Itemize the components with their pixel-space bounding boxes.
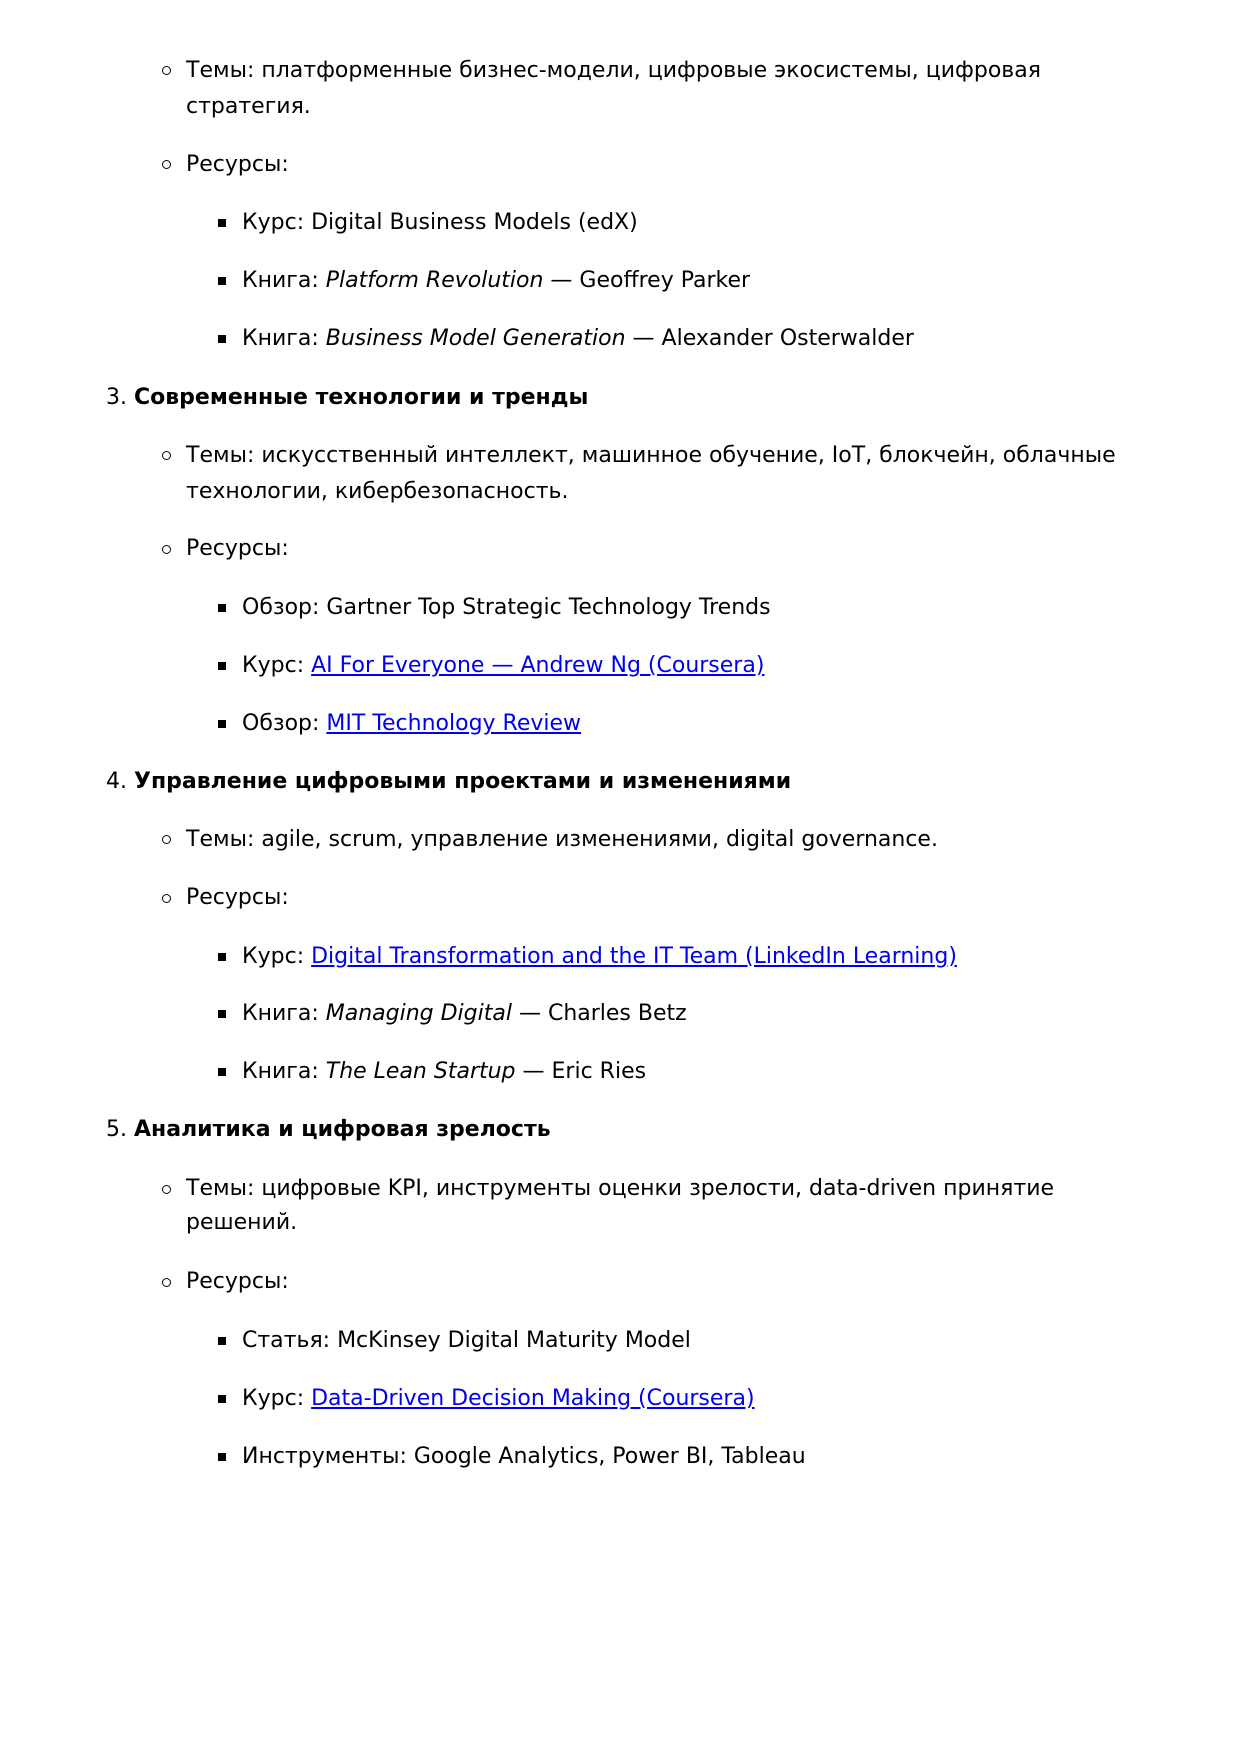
square-bullet-icon [218, 1337, 226, 1345]
square-bullet-icon [218, 720, 226, 728]
resource-prefix: Курс: [242, 944, 312, 969]
square-bullet-icon [218, 1395, 226, 1403]
book-title: Managing Digital [325, 1001, 512, 1026]
circle-bullet-icon [162, 545, 171, 554]
resource-item [242, 325, 914, 353]
resource-item [242, 710, 581, 738]
circle-bullet-icon [162, 835, 171, 844]
section-heading [106, 1116, 551, 1144]
resource-item [242, 267, 750, 295]
resource-prefix: Книга: [242, 1001, 326, 1026]
resource-prefix: Курс: [242, 653, 312, 678]
course-link[interactable]: Digital Transformation and the IT Team (LinkedIn Learning) [311, 944, 957, 969]
resource-item [242, 1385, 755, 1413]
topics-line: Темы: искусственный интеллект, машинное обучение, IoT, блокчейн, облачные [186, 443, 1116, 468]
resource-item [242, 1000, 687, 1028]
square-bullet-icon [218, 277, 226, 285]
section-title: Управление цифровыми проектами и изменениями [134, 769, 792, 794]
resources-label: Ресурсы: [186, 536, 289, 561]
book-author: — Charles Betz [511, 1001, 687, 1026]
course-link[interactable]: Data-Driven Decision Making (Coursera) [311, 1386, 755, 1411]
section-heading [106, 768, 791, 796]
topics-line-cont: решений. [186, 1210, 298, 1235]
section-heading [106, 384, 588, 412]
resource-prefix: Курс: [242, 1386, 312, 1411]
square-bullet-icon [218, 1068, 226, 1076]
resource-item [242, 943, 957, 971]
circle-bullet-icon [162, 1185, 171, 1194]
resource-prefix: Книга: [242, 1059, 326, 1084]
book-title: Business Model Generation [325, 326, 626, 351]
book-author: — Alexander Osterwalder [625, 326, 914, 351]
circle-bullet-icon [162, 66, 171, 75]
topics-line-cont: стратегия. [186, 94, 311, 119]
resource-item: Статья: McKinsey Digital Maturity Model [242, 1328, 691, 1353]
section-number: 4. [106, 769, 127, 794]
square-bullet-icon [218, 604, 226, 612]
section-number: 5. [106, 1117, 127, 1142]
resource-item: Инструменты: Google Analytics, Power BI, Tableau [242, 1444, 806, 1469]
book-title: The Lean Startup [325, 1059, 516, 1084]
resource-item [242, 1058, 646, 1086]
topics-line: Темы: agile, scrum, управление изменениями, digital governance. [186, 827, 938, 852]
square-bullet-icon [218, 662, 226, 670]
book-title: Platform Revolution [325, 268, 544, 293]
resources-label: Ресурсы: [186, 1269, 289, 1294]
topics-line: Темы: цифровые KPI, инструменты оценки зрелости, data-driven принятие [186, 1176, 1055, 1201]
book-author: — Geoffrey Parker [543, 268, 751, 293]
resource-prefix: Книга: [242, 268, 326, 293]
review-link[interactable]: MIT Technology Review [326, 711, 582, 736]
square-bullet-icon [218, 1453, 226, 1461]
resource-item: Курс: Digital Business Models (edX) [242, 210, 638, 235]
square-bullet-icon [218, 1010, 226, 1018]
circle-bullet-icon [162, 451, 171, 460]
circle-bullet-icon [162, 160, 171, 169]
topics-line: Темы: платформенные бизнес-модели, цифровые экосистемы, цифровая [186, 58, 1041, 83]
section-number: 3. [106, 385, 127, 410]
square-bullet-icon [218, 335, 226, 343]
circle-bullet-icon [162, 1278, 171, 1287]
section-title: Аналитика и цифровая зрелость [134, 1117, 551, 1142]
resources-label: Ресурсы: [186, 152, 289, 177]
resources-label: Ресурсы: [186, 885, 289, 910]
course-link[interactable]: AI For Everyone — Andrew Ng (Coursera) [311, 653, 765, 678]
topics-line-cont: технологии, кибербезопасность. [186, 479, 569, 504]
resource-item: Обзор: Gartner Top Strategic Technology Trends [242, 595, 771, 620]
book-author: — Eric Ries [515, 1059, 647, 1084]
square-bullet-icon [218, 219, 226, 227]
circle-bullet-icon [162, 894, 171, 903]
resource-prefix: Книга: [242, 326, 326, 351]
square-bullet-icon [218, 953, 226, 961]
resource-prefix: Обзор: [242, 711, 327, 736]
resource-item [242, 652, 764, 680]
section-title: Современные технологии и тренды [134, 385, 589, 410]
